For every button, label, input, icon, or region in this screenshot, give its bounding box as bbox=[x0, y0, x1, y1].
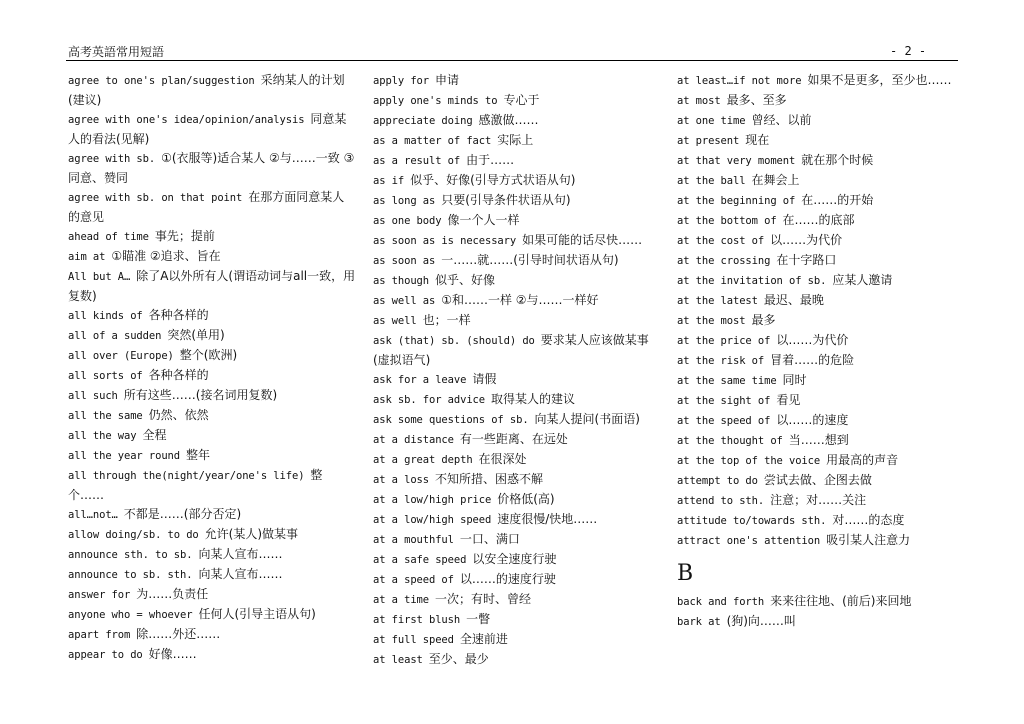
phrase-english: at a loss bbox=[373, 474, 429, 486]
phrase-entry bbox=[677, 211, 979, 231]
phrase-entry bbox=[68, 505, 356, 525]
phrase-entry bbox=[677, 511, 979, 531]
phrase-chinese: 全程 bbox=[142, 428, 167, 442]
phrase-chinese: 似乎、好像 bbox=[435, 273, 496, 287]
phrase-english: at the thought of bbox=[677, 435, 783, 447]
phrase-english: ask sb. for advice bbox=[373, 394, 485, 406]
phrase-english: at a low/high price bbox=[373, 494, 492, 506]
phrase-english: agree with sb. bbox=[68, 153, 156, 165]
phrase-chinese: 在……的开始 bbox=[801, 193, 874, 207]
phrase-english: all such bbox=[68, 390, 118, 402]
phrase-english: at the cost of bbox=[677, 235, 765, 247]
phrase-entry bbox=[68, 605, 356, 625]
phrase-chinese: 以……为代价 bbox=[770, 233, 843, 247]
phrase-entry bbox=[373, 550, 661, 570]
phrase-chinese: 如果可能的话尽快…… bbox=[522, 233, 643, 247]
phrase-chinese: 申请 bbox=[435, 73, 460, 87]
phrase-entry bbox=[373, 231, 661, 251]
phrase-entry bbox=[373, 131, 661, 151]
phrase-chinese: 如果不是更多，至少也…… bbox=[807, 73, 952, 87]
phrase-english: all of a sudden bbox=[68, 330, 162, 342]
phrase-english: announce sth. to sb. bbox=[68, 549, 193, 561]
phrase-entry bbox=[68, 466, 356, 505]
phrase-chinese: 各种各样的 bbox=[148, 308, 209, 322]
phrase-entry bbox=[373, 430, 661, 450]
phrase-english: All but A… bbox=[68, 271, 131, 283]
phrase-english: all the way bbox=[68, 430, 137, 442]
phrase-chinese: 专心于 bbox=[503, 93, 540, 107]
phrase-english: at the invitation of sb. bbox=[677, 275, 827, 287]
phrase-chinese: 只要(引导条件状语从句) bbox=[441, 193, 571, 207]
phrase-english: at the latest bbox=[677, 295, 758, 307]
phrase-entry bbox=[68, 346, 356, 366]
phrase-entry bbox=[68, 446, 356, 466]
phrase-english: all…not… bbox=[68, 509, 118, 521]
phrase-chinese: 感激做…… bbox=[478, 113, 539, 127]
section-letter-heading: B bbox=[677, 561, 694, 586]
phrase-chinese: 整个…… bbox=[68, 468, 323, 502]
phrase-english: at least bbox=[373, 654, 423, 666]
phrase-chinese: 不都是……(部分否定) bbox=[123, 507, 242, 521]
phrase-english: at a distance bbox=[373, 434, 454, 446]
phrase-entry bbox=[68, 406, 356, 426]
phrase-chinese: 最多 bbox=[751, 313, 776, 327]
phrase-english: agree with sb. on that point bbox=[68, 192, 243, 204]
phrase-english: at that very moment bbox=[677, 155, 796, 167]
phrase-chinese: 至少、最少 bbox=[428, 652, 489, 666]
phrase-english: at the bottom of bbox=[677, 215, 777, 227]
phrase-chinese: 看见 bbox=[776, 393, 801, 407]
phrase-chinese: 以安全速度行驶 bbox=[472, 552, 557, 566]
phrase-chinese: 不知所措、困惑不解 bbox=[435, 472, 544, 486]
phrase-entry bbox=[373, 111, 661, 131]
phrase-entry bbox=[373, 410, 661, 430]
phrase-entry bbox=[373, 91, 661, 111]
phrase-entry bbox=[677, 331, 979, 351]
phrase-chinese: 像一个人一样 bbox=[447, 213, 520, 227]
phrase-entry bbox=[373, 370, 661, 390]
page-header-title: 高考英語常用短語 bbox=[68, 45, 165, 59]
phrase-entry bbox=[677, 451, 979, 471]
phrase-chinese: 由于…… bbox=[466, 153, 515, 167]
phrase-english: at the ball bbox=[677, 175, 746, 187]
phrase-entry bbox=[68, 565, 356, 585]
phrase-chinese: 在……的底部 bbox=[782, 213, 855, 227]
phrase-chinese: 以……的速度行驶 bbox=[459, 572, 556, 586]
phrase-chinese: 取得某人的建议 bbox=[491, 392, 576, 406]
phrase-english: as a result of bbox=[373, 155, 461, 167]
phrase-english: as long as bbox=[373, 195, 436, 207]
phrase-english: as one body bbox=[373, 215, 442, 227]
phrase-chinese: 同时 bbox=[782, 373, 807, 387]
phrase-entry bbox=[677, 431, 979, 451]
phrase-english: attend to sth. bbox=[677, 495, 765, 507]
phrase-chinese: 现在 bbox=[745, 133, 770, 147]
phrase-column-2 bbox=[373, 71, 661, 670]
phrase-entry bbox=[68, 585, 356, 605]
header-divider bbox=[66, 60, 958, 61]
phrase-entry bbox=[373, 630, 661, 650]
phrase-entry bbox=[373, 251, 661, 271]
phrase-english: at a time bbox=[373, 594, 429, 606]
phrase-english: apart from bbox=[68, 629, 131, 641]
phrase-chinese: 好像…… bbox=[148, 647, 197, 661]
phrase-chinese: 向某人宣布…… bbox=[198, 547, 283, 561]
phrase-entry bbox=[68, 267, 356, 306]
phrase-chinese: 采纳某人的计划(建议) bbox=[68, 73, 345, 107]
phrase-english: at the sight of bbox=[677, 395, 771, 407]
phrase-english: allow doing/sb. to do bbox=[68, 529, 199, 541]
phrase-chinese: 似乎、好像(引导方式状语从句) bbox=[410, 173, 576, 187]
phrase-english: as though bbox=[373, 275, 429, 287]
phrase-entry bbox=[373, 590, 661, 610]
phrase-entry bbox=[677, 592, 979, 612]
phrase-english: at the beginning of bbox=[677, 195, 796, 207]
phrase-chinese: 曾经、以前 bbox=[751, 113, 812, 127]
phrase-entry bbox=[68, 71, 356, 110]
phrase-entry bbox=[677, 311, 979, 331]
phrase-entry bbox=[373, 470, 661, 490]
phrase-entry bbox=[68, 110, 356, 149]
phrase-english: apply for bbox=[373, 75, 429, 87]
phrase-chinese: 整年 bbox=[186, 448, 211, 462]
phrase-english: attract one's attention bbox=[677, 535, 821, 547]
phrase-entry bbox=[373, 311, 661, 331]
phrase-entry bbox=[68, 645, 356, 665]
phrase-chinese: 除了A以外所有人(谓语动词与all一致，用复数) bbox=[68, 269, 356, 303]
phrase-entry bbox=[373, 151, 661, 171]
phrase-english: all the year round bbox=[68, 450, 180, 462]
phrase-entry bbox=[677, 291, 979, 311]
phrase-english: at a great depth bbox=[373, 454, 473, 466]
page-number: - 2 - bbox=[890, 44, 927, 58]
phrase-chinese: 为……负责任 bbox=[136, 587, 209, 601]
phrase-chinese: 来来往往地、(前后)来回地 bbox=[770, 594, 912, 608]
phrase-chinese: 除……外还…… bbox=[136, 627, 221, 641]
phrase-english: attitude to/towards sth. bbox=[677, 515, 827, 527]
phrase-entry bbox=[373, 530, 661, 550]
phrase-english: anyone who = whoever bbox=[68, 609, 193, 621]
phrase-english: ahead of time bbox=[68, 231, 149, 243]
phrase-entry bbox=[677, 351, 979, 371]
phrase-entry bbox=[373, 570, 661, 590]
phrase-english: ask (that) sb. (should) do bbox=[373, 335, 535, 347]
phrase-entry bbox=[68, 386, 356, 406]
phrase-english: as well bbox=[373, 315, 417, 327]
phrase-english: all sorts of bbox=[68, 370, 143, 382]
phrase-entry bbox=[373, 271, 661, 291]
phrase-english: aim at bbox=[68, 251, 106, 263]
phrase-entry bbox=[373, 171, 661, 191]
phrase-chinese: 向某人提问(书面语) bbox=[534, 412, 640, 426]
phrase-english: at the most bbox=[677, 315, 746, 327]
phrase-english: apply one's minds to bbox=[373, 95, 498, 107]
phrase-chinese: 应某人邀请 bbox=[832, 273, 893, 287]
phrase-entry bbox=[677, 171, 979, 191]
phrase-english: at the crossing bbox=[677, 255, 771, 267]
phrase-chinese: (狗)向……叫 bbox=[726, 614, 796, 628]
phrase-english: at the top of the voice bbox=[677, 455, 821, 467]
phrase-column-3 bbox=[677, 71, 979, 632]
phrase-chinese: 最多、至多 bbox=[726, 93, 787, 107]
phrase-chinese: ①和……一样 ②与……一样好 bbox=[441, 293, 599, 307]
phrase-entry bbox=[68, 366, 356, 386]
phrase-chinese: 价格低(高) bbox=[497, 492, 555, 506]
phrase-entry bbox=[677, 612, 979, 632]
phrase-english: answer for bbox=[68, 589, 131, 601]
phrase-english: at full speed bbox=[373, 634, 454, 646]
phrase-chinese: 仍然、依然 bbox=[148, 408, 209, 422]
phrase-english: at least…if not more bbox=[677, 75, 802, 87]
phrase-chinese: 也；一样 bbox=[422, 313, 471, 327]
phrase-english: at present bbox=[677, 135, 740, 147]
phrase-chinese: 允许(某人)做某事 bbox=[204, 527, 299, 541]
phrase-entry bbox=[677, 91, 979, 111]
phrase-chinese: ①(衣服等)适合某人 ②与……一致 ③同意、赞同 bbox=[68, 151, 355, 185]
phrase-entry bbox=[677, 231, 979, 251]
phrase-english: appear to do bbox=[68, 649, 143, 661]
phrase-english: agree with one's idea/opinion/analysis bbox=[68, 114, 305, 126]
phrase-entry bbox=[68, 525, 356, 545]
phrase-entry bbox=[373, 650, 661, 670]
phrase-entry bbox=[373, 610, 661, 630]
phrase-chinese: 突然(单用) bbox=[167, 328, 225, 342]
phrase-english: back and forth bbox=[677, 596, 765, 608]
phrase-entry bbox=[373, 450, 661, 470]
phrase-english: bark at bbox=[677, 616, 721, 628]
phrase-english: at the speed of bbox=[677, 415, 771, 427]
phrase-entry bbox=[677, 131, 979, 151]
phrase-chinese: 请假 bbox=[472, 372, 497, 386]
phrase-entry bbox=[68, 227, 356, 247]
phrase-entry bbox=[677, 371, 979, 391]
phrase-chinese: 冒着……的危险 bbox=[770, 353, 855, 367]
phrase-chinese: 吸引某人注意力 bbox=[826, 533, 911, 547]
phrase-entry bbox=[677, 271, 979, 291]
phrase-entry bbox=[68, 326, 356, 346]
phrase-english: as well as bbox=[373, 295, 436, 307]
phrase-chinese: ①瞄准 ②追求、旨在 bbox=[111, 249, 221, 263]
phrase-chinese: 一瞥 bbox=[466, 612, 491, 626]
phrase-entry bbox=[373, 510, 661, 530]
phrase-entry bbox=[373, 490, 661, 510]
phrase-chinese: 全速前进 bbox=[459, 632, 508, 646]
phrase-chinese: 以……的速度 bbox=[776, 413, 849, 427]
phrase-chinese: 以……为代价 bbox=[776, 333, 849, 347]
phrase-chinese: 向某人宣布…… bbox=[198, 567, 283, 581]
phrase-chinese: 在那方面同意某人的意见 bbox=[68, 190, 345, 224]
phrase-chinese: 同意某人的看法(见解) bbox=[68, 112, 347, 146]
phrase-english: as if bbox=[373, 175, 405, 187]
phrase-entry bbox=[677, 391, 979, 411]
phrase-entry bbox=[373, 211, 661, 231]
phrase-entry bbox=[373, 390, 661, 410]
phrase-english: announce to sb. sth. bbox=[68, 569, 193, 581]
phrase-chinese: 事先；提前 bbox=[154, 229, 215, 243]
phrase-entry bbox=[677, 191, 979, 211]
phrase-english: at a low/high speed bbox=[373, 514, 492, 526]
phrase-entry bbox=[68, 188, 356, 227]
phrase-chinese: 最迟、最晚 bbox=[763, 293, 824, 307]
phrase-entry bbox=[68, 306, 356, 326]
phrase-english: as soon as bbox=[373, 255, 436, 267]
phrase-entry bbox=[677, 251, 979, 271]
phrase-english: all kinds of bbox=[68, 310, 143, 322]
phrase-english: at a speed of bbox=[373, 574, 454, 586]
phrase-chinese: 在舞会上 bbox=[751, 173, 800, 187]
phrase-english: at one time bbox=[677, 115, 746, 127]
phrase-chinese: 整个(欧洲) bbox=[179, 348, 238, 362]
phrase-english: at first blush bbox=[373, 614, 461, 626]
phrase-entry bbox=[68, 545, 356, 565]
phrase-english: as soon as is necessary bbox=[373, 235, 517, 247]
phrase-column-1 bbox=[68, 71, 356, 665]
phrase-english: as a matter of fact bbox=[373, 135, 492, 147]
phrase-english: attempt to do bbox=[677, 475, 758, 487]
phrase-english: appreciate doing bbox=[373, 115, 473, 127]
phrase-entry bbox=[677, 111, 979, 131]
phrase-chinese: 一口、满口 bbox=[459, 532, 520, 546]
phrase-english: at a mouthful bbox=[373, 534, 454, 546]
phrase-chinese: 就在那个时候 bbox=[801, 153, 874, 167]
phrase-english: at the same time bbox=[677, 375, 777, 387]
phrase-english: at the price of bbox=[677, 335, 771, 347]
phrase-entry bbox=[677, 491, 979, 511]
phrase-entry bbox=[68, 426, 356, 446]
phrase-chinese: 当……想到 bbox=[788, 433, 849, 447]
phrase-english: at most bbox=[677, 95, 721, 107]
phrase-entry bbox=[373, 331, 661, 370]
phrase-chinese: 速度很慢/快地…… bbox=[497, 512, 598, 526]
phrase-chinese: 尝试去做、企图去做 bbox=[763, 473, 872, 487]
phrase-chinese: 任何人(引导主语从句) bbox=[198, 607, 316, 621]
phrase-english: all the same bbox=[68, 410, 143, 422]
phrase-english: ask for a leave bbox=[373, 374, 467, 386]
phrase-entry bbox=[677, 471, 979, 491]
phrase-chinese: 在十字路口 bbox=[776, 253, 837, 267]
phrase-chinese: 要求某人应该做某事(虚拟语气) bbox=[373, 333, 649, 367]
phrase-english: all through the(night/year/one's life) bbox=[68, 470, 305, 482]
phrase-english: all over (Europe) bbox=[68, 350, 174, 362]
phrase-english: at a safe speed bbox=[373, 554, 467, 566]
phrase-chinese: 在很深处 bbox=[478, 452, 527, 466]
phrase-chinese: 各种各样的 bbox=[148, 368, 209, 382]
phrase-entry bbox=[68, 149, 356, 188]
phrase-entry bbox=[373, 291, 661, 311]
phrase-chinese: 用最高的声音 bbox=[826, 453, 899, 467]
phrase-chinese: 实际上 bbox=[497, 133, 534, 147]
phrase-english: agree to one's plan/suggestion bbox=[68, 75, 255, 87]
phrase-chinese: 注意；对……关注 bbox=[770, 493, 867, 507]
phrase-entry bbox=[68, 625, 356, 645]
phrase-chinese: 有一些距离、在远处 bbox=[459, 432, 568, 446]
phrase-entry bbox=[373, 191, 661, 211]
phrase-chinese: 一……就……(引导时间状语从句) bbox=[441, 253, 619, 267]
phrase-english: ask some questions of sb. bbox=[373, 414, 529, 426]
phrase-entry bbox=[677, 531, 979, 551]
phrase-entry bbox=[68, 247, 356, 267]
phrase-entry bbox=[677, 411, 979, 431]
phrase-chinese: 对……的态度 bbox=[832, 513, 905, 527]
phrase-chinese: 所有这些……(接名词用复数) bbox=[123, 388, 278, 402]
phrase-english: at the risk of bbox=[677, 355, 765, 367]
phrase-entry bbox=[677, 71, 979, 91]
phrase-entry bbox=[677, 151, 979, 171]
phrase-entry bbox=[373, 71, 661, 91]
phrase-chinese: 一次；有时、曾经 bbox=[435, 592, 532, 606]
